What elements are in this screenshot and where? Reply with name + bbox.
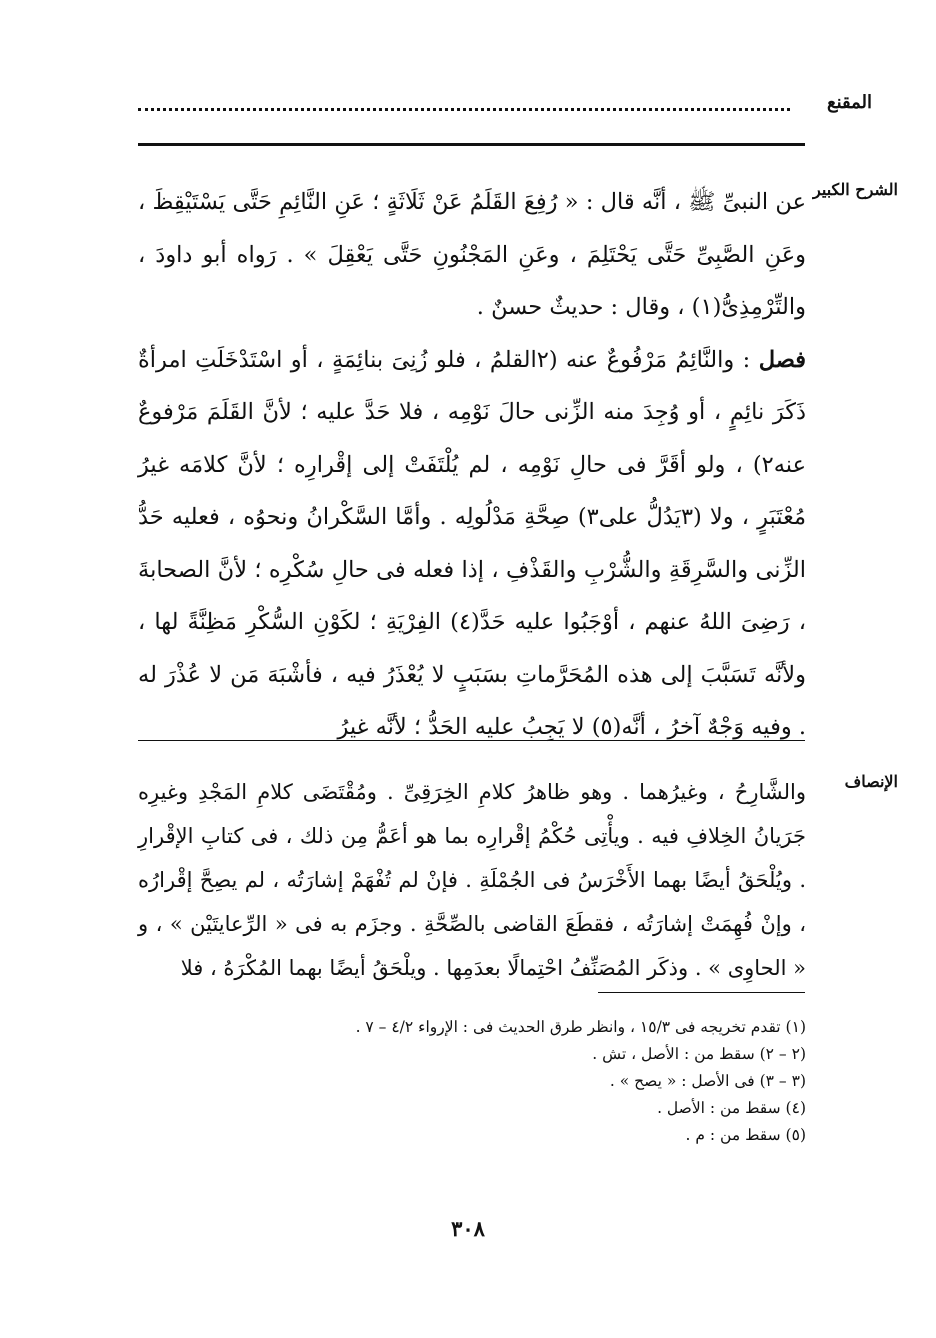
page-number: ٣٠٨ <box>451 1216 485 1241</box>
insaf-paragraph: والشَّارِحُ ، وغيرُهما . وهو ظاهرُ كلامِ الخِرَقِىِّ . ومُقْتَضَى كلامِ المَجْدِ وغيرِه جَرَيانُ الخِلافِ فيه . ويأْتِى حُكْمُ إقْرارِه بما هو أعَمُّ مِن ذلك ، فى كتابِ الإقْرارِ . ويُلْحَقُ أيضًا بهما الأَخْرَسُ فى الجُمْلَةِ . فإنْ لم تُفْهَمْ إشارَتُه ، لم يصِحَّ إقْرارُه ، وإنْ فُهِمَتْ إشارَتُه ، فقطَعَ القاضى بالصِّحَّةِ . وجزَم به فى « الرِّعايتَيْن » ، و « الحاوِى » . وذكَر المُصَنِّفُ احْتِمالًا بعدَمِها . ويلْحَقُ أيضًا بهما المُكْرَهُ ، فلا <box>138 780 806 980</box>
footnote: (٣ – ٣) فى الأصل : « يصح » . <box>609 1072 806 1090</box>
running-header <box>130 92 910 126</box>
footnote: (٥) سقط من : م . <box>685 1126 806 1144</box>
footnote: (٤) سقط من : الأصل . <box>657 1099 806 1117</box>
insaf-text <box>138 770 806 990</box>
insaf-label: الإنصاف <box>844 772 898 791</box>
footnote: (٢ – ٢) سقط من : الأصل ، تش . <box>592 1045 806 1063</box>
fasl-heading: فصل <box>758 346 807 373</box>
footnote: (١) تقدم تخريجه فى ١٥/٣ ، وانظر طرق الحديث فى : الإرواء ٤/٢ – ٧ . <box>355 1018 806 1036</box>
section-divider <box>138 740 805 741</box>
fasl-body: : والنَّائِمُ مَرْفُوعٌ عنه (٢القلمُ ، فلو زُنِىَ بنائِمَةٍ ، أو اسْتَدْخَلَتِ امرأةٌ ذَكَرَ نائِمٍ ، أو وُجِدَ منه الزِّنى حالَ نَوْمِه ، فلا حَدَّ عليه ؛ لأنَّ القَلَمَ مَرْفوعٌ عنه٢) ، ولو أقَرَّ فى حالِ نَوْمِه ، لم يُلْتَفَتْ إلى إقْرارِه ؛ لأنَّ كلامَه غيرُ مُعْتَبَرٍ ، ولا (٣يَدُلُّ على٣) صِحَّةِ مَدْلُولِه . وأمَّا السَّكْرانُ ونحوُه ، فعليه حَدُّ الزِّنى والسَّرِقَةِ والشُّرْبِ والقَذْفِ ، إذا فعله فى حالِ سُكْرِه ؛ لأنَّ الصحابةَ ، رَضِىَ اللهُ عنهم ، أوْجَبُوا عليه حَدَّ(٤) الفِرْيَةِ ؛ لكَوْنِ السُّكْرِ مَظِنَّةً لها ، ولأنَّه تَسَبَّبَ إلى هذه المُحَرَّماتِ بسَبَبٍ لا يُعْذَرُ فيه ، فأشْبَهَ مَن لا عُذْرَ له . وفيه وَجْهٌ آخرُ ، أنَّه(٥) لا يَجِبُ عليه الحَدُّ ؛ لأنَّه غيرُ <box>138 346 807 740</box>
header-dotted-leader <box>138 108 790 111</box>
sharh-text <box>138 176 806 754</box>
paragraph-fasl <box>138 334 806 754</box>
sharh-label: الشرح الكبير <box>813 180 898 199</box>
book-title: المقنع <box>826 92 872 113</box>
header-rule <box>138 143 805 146</box>
footnote-rule <box>598 992 805 993</box>
footnotes <box>138 1014 806 1149</box>
paragraph-hadith: عن النبىِّ ﷺ ، أنَّه قال : « رُفِعَ القَلَمُ عَنْ ثَلَاثَةٍ ؛ عَنِ النَّائِمِ حَتَّى يَسْتَيْقِظَ ، وعَنِ الصَّبِىِّ حَتَّى يَحْتَلِمَ ، وعَنِ المَجْنُونِ حَتَّى يَعْقِلَ » . رَواه أبو داودَ ، والتِّرْمِذِىُّ(١) ، وقال : حديثٌ حسنٌ . <box>138 189 806 320</box>
